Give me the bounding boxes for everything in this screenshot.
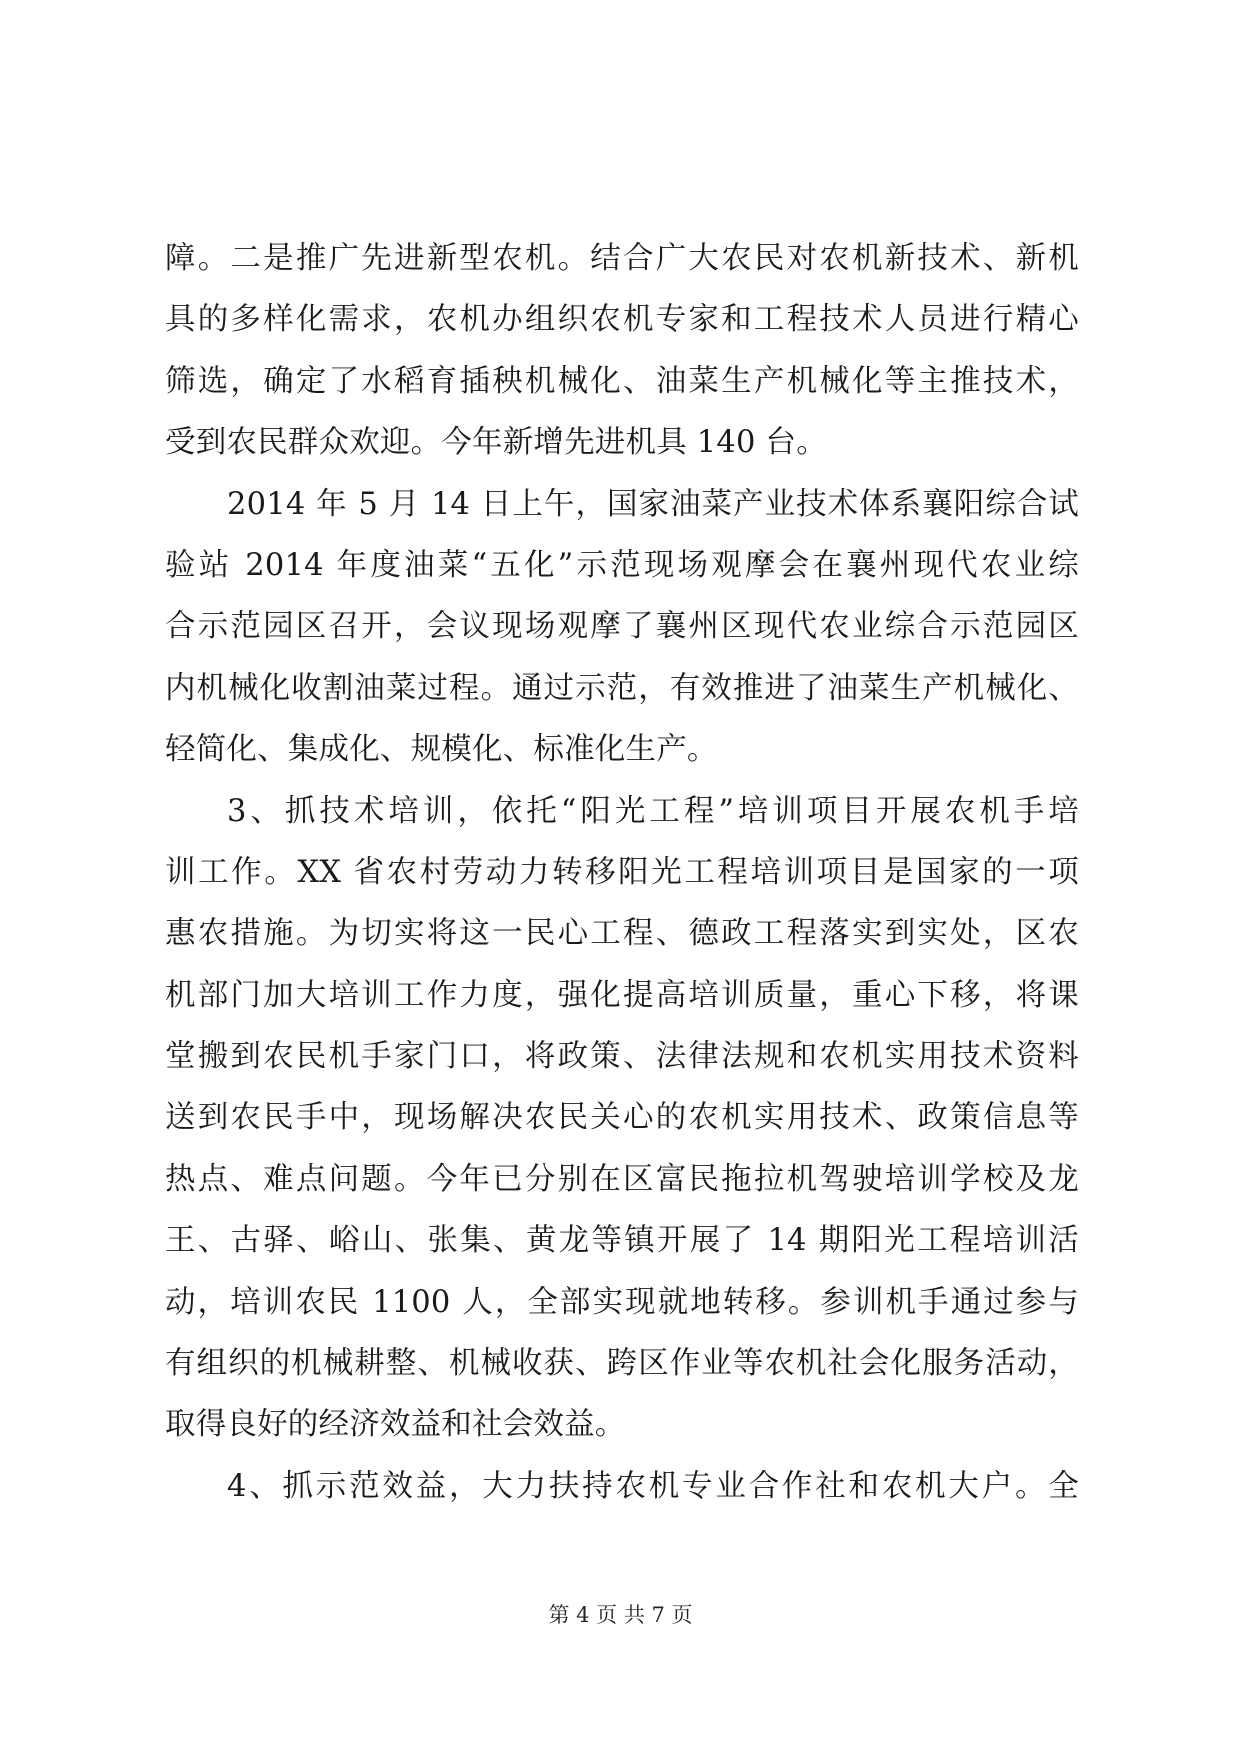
text-line: 2014 年 5 月 14 日上午，国家油菜产业技术体系襄阳综合试 xyxy=(227,486,1079,522)
text-line: 4、抓示范效益，大力扶持农机专业合作社和农机大户。全 xyxy=(227,1468,1079,1504)
text-line: 轻简化、集成化、规模化、标准化生产。 xyxy=(165,732,718,768)
text-line: 具的多样化需求，农机办组织农机专家和工程技术人员进行精心 xyxy=(165,302,1079,338)
text-line: 训工作。XX 省农村劳动力转移阳光工程培训项目是国家的一项 xyxy=(165,854,1079,890)
text-line: 取得良好的经济效益和社会效益。 xyxy=(165,1407,626,1443)
text-line: 有组织的机械耕整、机械收获、跨区作业等农机社会化服务活动， xyxy=(165,1346,1079,1382)
document-body xyxy=(165,228,1079,1517)
text-line: 堂搬到农民机手家门口，将政策、法律法规和农机实用技术资料 xyxy=(165,1039,1079,1075)
text-line: 受到农民群众欢迎。今年新增先进机具 140 台。 xyxy=(165,425,827,461)
text-line: 合示范园区召开，会议现场观摩了襄州区现代农业综合示范园区 xyxy=(165,609,1079,645)
text-line: 惠农措施。为切实将这一民心工程、德政工程落实到实处，区农 xyxy=(165,916,1079,952)
text-line: 3、抓技术培训，依托“阳光工程”培训项目开展农机手培 xyxy=(227,793,1079,829)
text-line: 热点、难点问题。今年已分别在区富民拖拉机驾驶培训学校及龙 xyxy=(165,1161,1079,1197)
text-line: 送到农民手中，现场解决农民关心的农机实用技术、政策信息等 xyxy=(165,1100,1079,1136)
text-line: 王、古驿、峪山、张集、黄龙等镇开展了 14 期阳光工程培训活 xyxy=(165,1223,1079,1259)
text-line: 动，培训农民 1100 人，全部实现就地转移。参训机手通过参与 xyxy=(165,1284,1079,1320)
page-footer xyxy=(0,1600,1241,1630)
text-line: 机部门加大培训工作力度，强化提高培训质量，重心下移，将课 xyxy=(165,977,1079,1013)
page-number-label: 第 4 页 共 7 页 xyxy=(548,1603,693,1627)
text-line: 筛选，确定了水稻育插秧机械化、油菜生产机械化等主推技术， xyxy=(165,363,1079,399)
text-line: 障。二是推广先进新型农机。结合广大农民对农机新技术、新机 xyxy=(165,241,1079,276)
text-line: 验站 2014 年度油菜“五化”示范现场观摩会在襄州现代农业综 xyxy=(165,547,1079,583)
text-line: 内机械化收割油菜过程。通过示范，有效推进了油菜生产机械化、 xyxy=(165,670,1079,706)
